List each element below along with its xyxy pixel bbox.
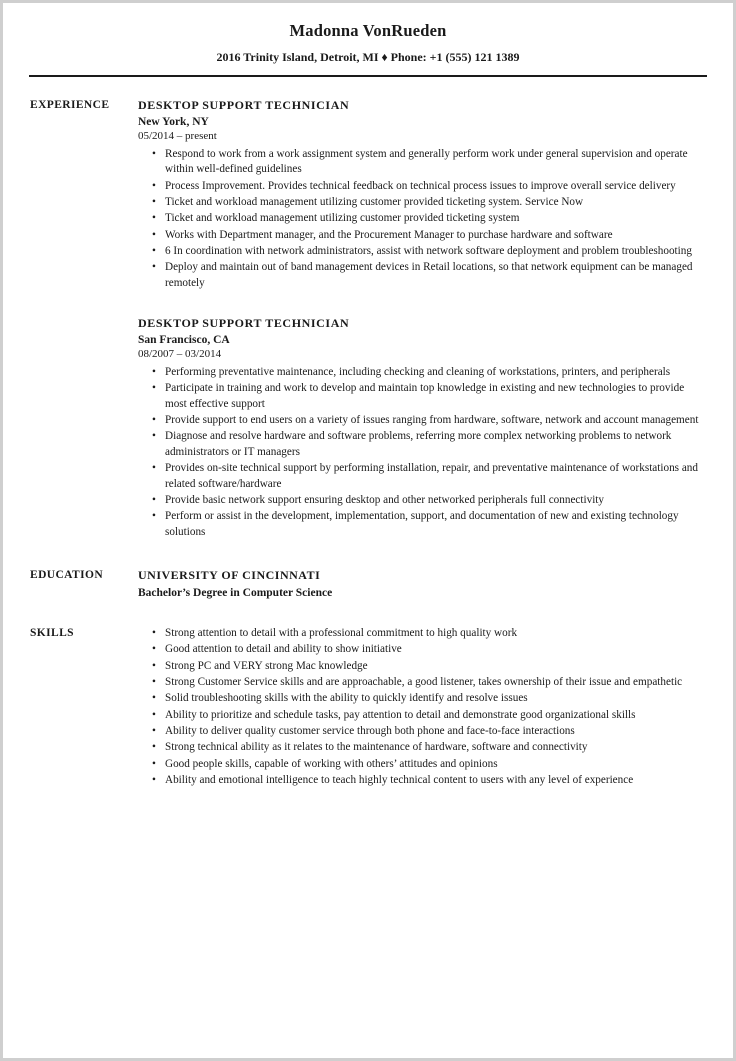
bullet-item: • Performing preventative maintenance, including checking and cleaning of workstations, printers, and peripherals	[152, 365, 705, 380]
job-dates: 05/2014 – present	[138, 130, 217, 142]
bullet-item: • Ticket and workload management utilizing customer provided ticketing system	[152, 211, 705, 226]
bullet-item: • Perform or assist in the development, implementation, support, and documentation of new and existing technology solutions	[152, 509, 705, 540]
bullet-item: • Works with Department manager, and the Procurement Manager to purchase hardware and software	[152, 228, 705, 243]
job-title: DESKTOP SUPPORT TECHNICIAN	[138, 316, 350, 331]
bullet-item: • Ability and emotional intelligence to teach highly technical content to users with any level of experience	[152, 773, 705, 788]
job-entry	[138, 98, 705, 291]
bullet-item: • Diagnose and resolve hardware and software problems, referring more complex networking problems to network administrators or IT managers	[152, 429, 705, 460]
job-bullet-list	[138, 365, 705, 540]
bullet-item: • Deploy and maintain out of band management devices in Retail locations, so that network equipment can be managed remotely	[152, 260, 705, 291]
contact-line: 2016 Trinity Island, Detroit, MI ♦ Phone: +1 (555) 121 1389	[216, 50, 520, 64]
resume-header	[3, 3, 733, 65]
bullet-item: • Ability to deliver quality customer service through both phone and face-to-face interactions	[152, 724, 705, 739]
bullet-item: • Strong PC and VERY strong Mac knowledge	[152, 659, 705, 674]
experience-section-content	[138, 98, 733, 541]
skills-section-label: SKILLS	[30, 626, 74, 639]
bullet-item: • Strong technical ability as it relates to the maintenance of hardware, software and connectivity	[152, 740, 705, 755]
job-entry	[138, 316, 705, 540]
degree-name: Bachelor’s Degree in Computer Science	[138, 586, 333, 599]
skills-section-content	[138, 626, 733, 789]
bullet-item: • Provide basic network support ensuring desktop and other networked peripherals full connectivity	[152, 493, 705, 508]
bullet-item: • 6 In coordination with network administrators, assist with network software deployment and problem troubleshooting	[152, 244, 705, 259]
experience-section-label: EXPERIENCE	[30, 99, 110, 111]
job-bullet-list	[138, 147, 705, 291]
candidate-name: Madonna VonRueden	[289, 21, 447, 40]
bullet-item: • Strong Customer Service skills and are approachable, a good listener, takes ownership of their issue and empathetic	[152, 675, 705, 690]
school-name: UNIVERSITY OF CINCINNATI	[138, 567, 321, 582]
job-location: San Francisco, CA	[138, 334, 230, 347]
bullet-item: • Provide support to end users on a variety of issues ranging from hardware, software, network and account management	[152, 413, 705, 428]
header-divider	[29, 75, 707, 77]
skills-bullet-list	[138, 626, 705, 788]
education-section-label: EDUCATION	[30, 568, 104, 581]
bullet-item: • Good attention to detail and ability to show initiative	[152, 642, 705, 657]
bullet-item: • Solid troubleshooting skills with the ability to quickly identify and resolve issues	[152, 691, 705, 706]
bullet-item: • Process Improvement. Provides technical feedback on technical process issues to improve overall service delivery	[152, 179, 705, 194]
education-section	[3, 568, 733, 599]
bullet-item: • Ability to prioritize and schedule tasks, pay attention to detail and demonstrate good organizational skills	[152, 708, 705, 723]
skills-section	[3, 626, 733, 789]
job-location: New York, NY	[138, 116, 209, 128]
job-dates: 08/2007 – 03/2014	[138, 348, 222, 361]
education-section-content	[138, 568, 733, 599]
bullet-item: • Participate in training and work to develop and maintain top knowledge in existing and new technologies to provide most effective support	[152, 381, 705, 412]
bullet-item: • Provides on-site technical support by performing installation, repair, and preventative maintenance of workstations and related software/hardware	[152, 461, 705, 492]
experience-section	[3, 98, 733, 541]
job-title: DESKTOP SUPPORT TECHNICIAN	[138, 98, 350, 112]
bullet-item: • Ticket and workload management utilizing customer provided ticketing system. Service Now	[152, 195, 705, 210]
bullet-item: • Good people skills, capable of working with others’ attitudes and opinions	[152, 757, 705, 772]
bullet-item: • Respond to work from a work assignment system and generally perform work under general supervision and operate within well-defined guidelines	[152, 147, 705, 178]
bullet-item: • Strong attention to detail with a professional commitment to high quality work	[152, 626, 705, 641]
